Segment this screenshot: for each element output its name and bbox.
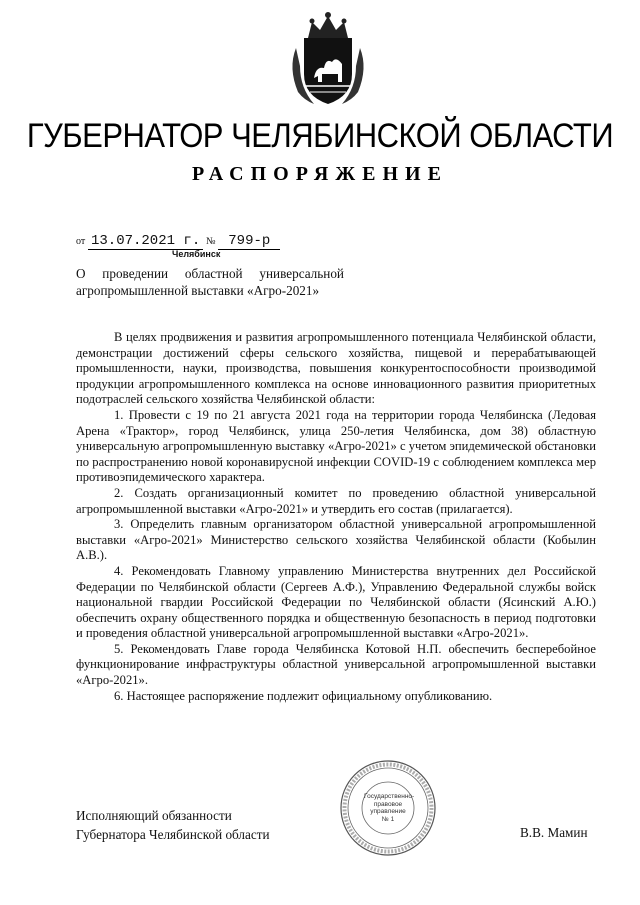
document-body — [76, 330, 596, 704]
stamp-line-1: Государственно- — [364, 793, 415, 800]
paragraph-item-6: 6. Настоящее распоряжение подлежит официальному опубликованию. — [114, 688, 493, 703]
paragraph-preamble: В целях продвижения и развития агропромышленного потенциала Челябинской области, демонстрации достижений сферы сельского хозяйства, пищевой и перерабатывающей промышленности, науки, производства, повышения конкурентоспособности производимой продукции агропромышленного комплекса на основе инновационного развития приоритетных подотраслей сельского хозяйства Челябинской области: — [76, 330, 596, 407]
paragraph-item-4: 4. Рекомендовать Главному управлению Министерства внутренних дел Российской Федерации по Челябинской области (Сергеев А.Ф.), Управлению Федеральной службы войск национальной гвардии Российской Федерации по Челябинской области (Ясинский А.Ю.) обеспечить охрану общественного порядка и общественную безопасность в период подготовки и проведения областной универсальной агропромышленной выставки «Агро-2021». — [76, 563, 596, 641]
signatory-position-line-2: Губернатора Челябинской области — [76, 827, 270, 842]
number-label: № — [205, 236, 216, 247]
paragraph-item-3: 3. Определить главным организатором областной универсальной агропромышленной выставки «Агро-2021» Министерство сельского хозяйства Челябинской области (Кобылин А.В.). — [76, 517, 596, 563]
stamp-line-2: правовое — [373, 800, 403, 808]
coat-of-arms-emblem — [286, 8, 370, 108]
document-title: ГУБЕРНАТОР ЧЕЛЯБИНСКОЙ ОБЛАСТИ — [26, 116, 614, 155]
signatory-name: В.В. Мамин — [520, 825, 588, 840]
document-subject: О проведении областной универсальной агропромышленной выставки «Агро-2021» — [76, 266, 344, 298]
document-date: 13.07.2021 г. — [88, 233, 203, 250]
signatory-position-line-1: Исполняющий обязанности — [76, 808, 232, 823]
stamp-line-3: управление — [370, 808, 406, 815]
document-type: РАСПОРЯЖЕНИЕ — [192, 163, 448, 185]
paragraph-item-1: 1. Провести с 19 по 21 августа 2021 года на территории города Челябинска (Ледовая Арена «Трактор», город Челябинск, улица 250-летия Челябинска, дом 38) областную универсальную агропромышленную выставку «Агро-2021» с учетом эпидемической обстановки по распространению новой коронавирусной инфекции COVID-19 с соблюдением комплекса мер противоэпидемического характера. — [76, 407, 596, 485]
date-number-line — [76, 233, 376, 250]
stamp-text — [364, 793, 415, 823]
signatory-position — [76, 806, 270, 844]
paragraph-item-2: 2. Создать организационный комитет по проведению областной универсальной агропромышленной выставки «Агро-2021» и утвердить его состав (прилагается). — [76, 485, 596, 516]
date-label: от — [76, 236, 86, 247]
document-number: 799-р — [218, 233, 280, 250]
paragraph-item-5: 5. Рекомендовать Главе города Челябинска Котовой Н.П. обеспечить бесперебойное функционирование инфраструктуры областной универсальной агропромышленной выставки «Агро-2021». — [76, 641, 596, 688]
city-label: Челябинск — [172, 249, 221, 259]
stamp-line-4: № 1 — [381, 815, 395, 823]
